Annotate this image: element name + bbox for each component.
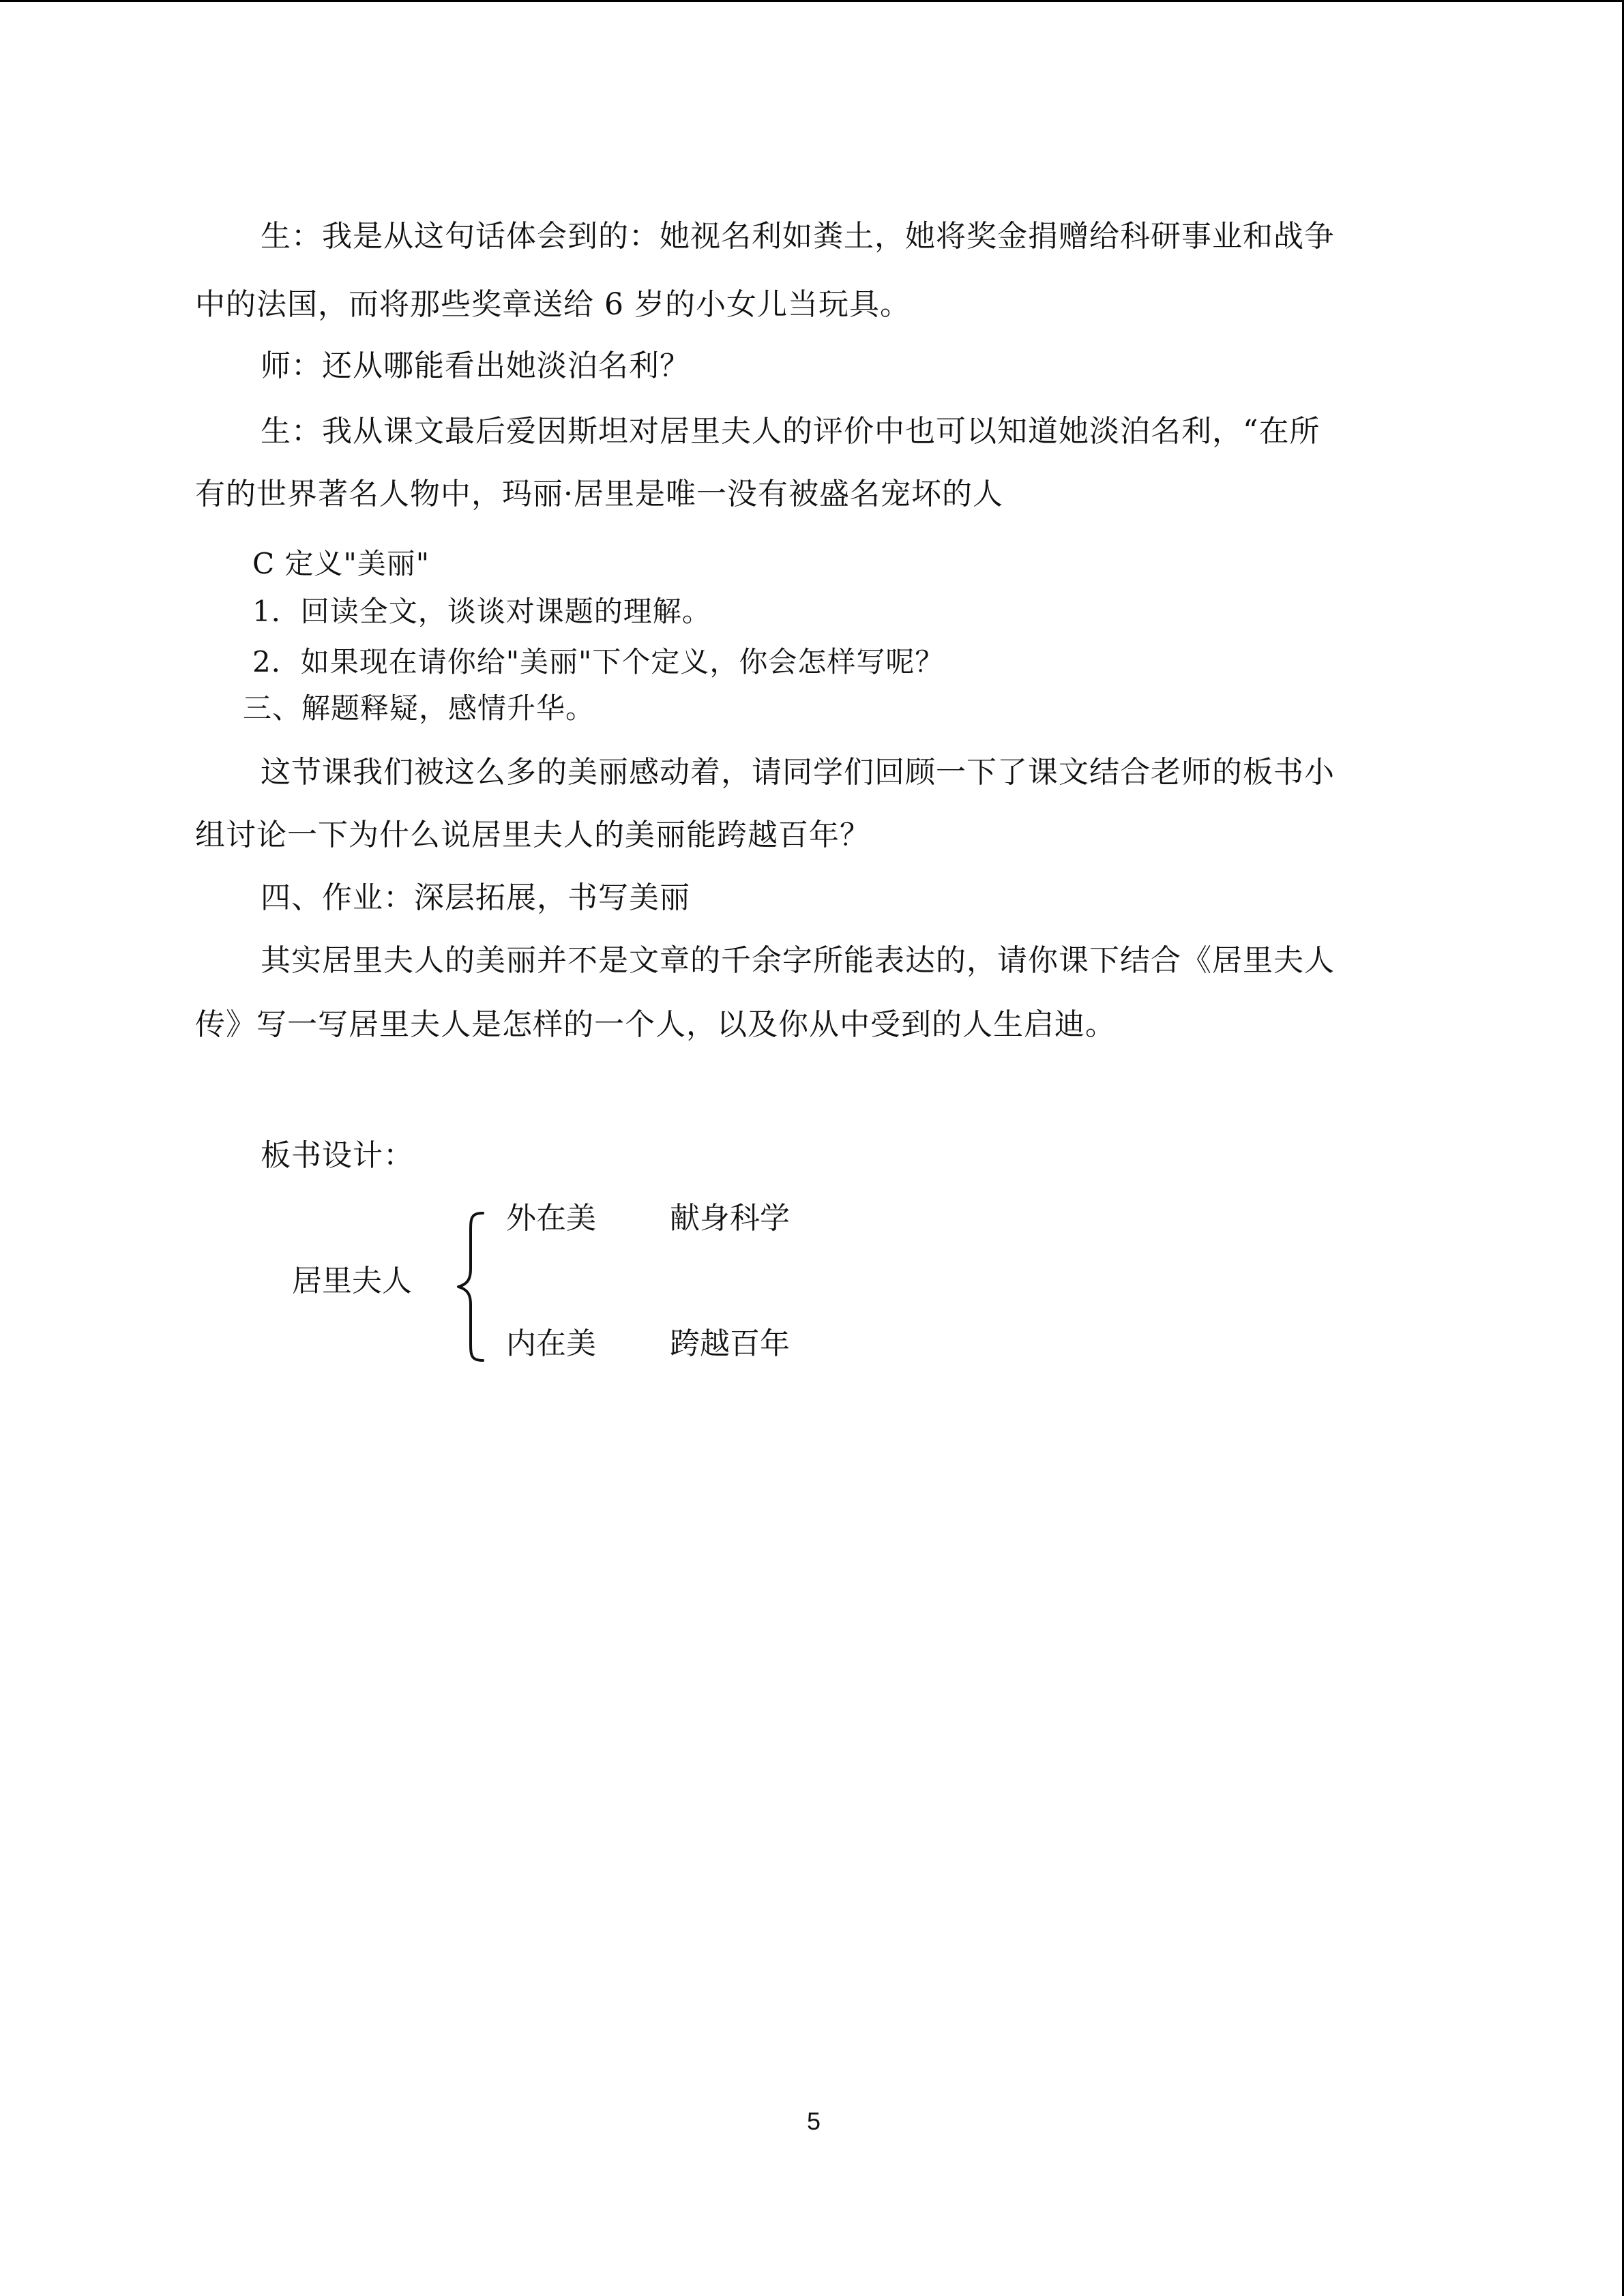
board-design-label: 板书设计： [261, 1138, 414, 1173]
paragraph-line-2: 中的法国，而将那些奖章送给 6 岁的小女儿当玩具。 [195, 287, 911, 322]
board-bottom-left: 内在美 [506, 1326, 596, 1361]
paragraph-line-1: 生：我是从这句话体会到的：她视名利如粪土，她将奖金捐赠给科研事业和战争 [261, 219, 1335, 254]
paragraph-line-9: 传》写一写居里夫人是怎样的一个人，以及你从中受到的人生启迪。 [195, 1007, 1116, 1042]
section-four-heading: 四、作业：深层拓展，书写美丽 [261, 880, 690, 915]
paragraph-line-5: 有的世界著名人物中，玛丽·居里是唯一没有被盛名宠坏的人 [195, 477, 1003, 511]
board-center-label: 居里夫人 [292, 1264, 412, 1298]
paragraph-line-3: 师：还从哪能看出她淡泊名利？ [261, 348, 690, 383]
section-three-heading: 三、解题释疑，感情升华。 [243, 691, 595, 725]
board-bottom-right: 跨越百年 [670, 1326, 790, 1361]
paragraph-line-8: 其实居里夫人的美丽并不是文章的千余字所能表达的，请你课下结合《居里夫人 [261, 943, 1335, 978]
list-item-1: 1．回读全文，谈谈对课题的理解。 [252, 595, 711, 628]
curly-brace-icon [450, 1205, 491, 1369]
list-item-2: 2．如果现在请你给"美丽"下个定义，你会怎样写呢？ [252, 645, 945, 679]
board-top-left: 外在美 [506, 1201, 596, 1236]
paragraph-line-7: 组讨论一下为什么说居里夫人的美丽能跨越百年？ [195, 818, 870, 852]
board-top-right: 献身科学 [670, 1201, 790, 1236]
page-number: 5 [806, 2107, 821, 2135]
paragraph-line-4: 生：我从课文最后爱因斯坦对居里夫人的评价中也可以知道她淡泊名利，“在所 [261, 414, 1320, 449]
paragraph-line-6: 这节课我们被这么多的美丽感动着，请同学们回顾一下了课文结合老师的板书小 [261, 755, 1335, 790]
section-c-heading: C 定义"美丽" [252, 547, 430, 580]
